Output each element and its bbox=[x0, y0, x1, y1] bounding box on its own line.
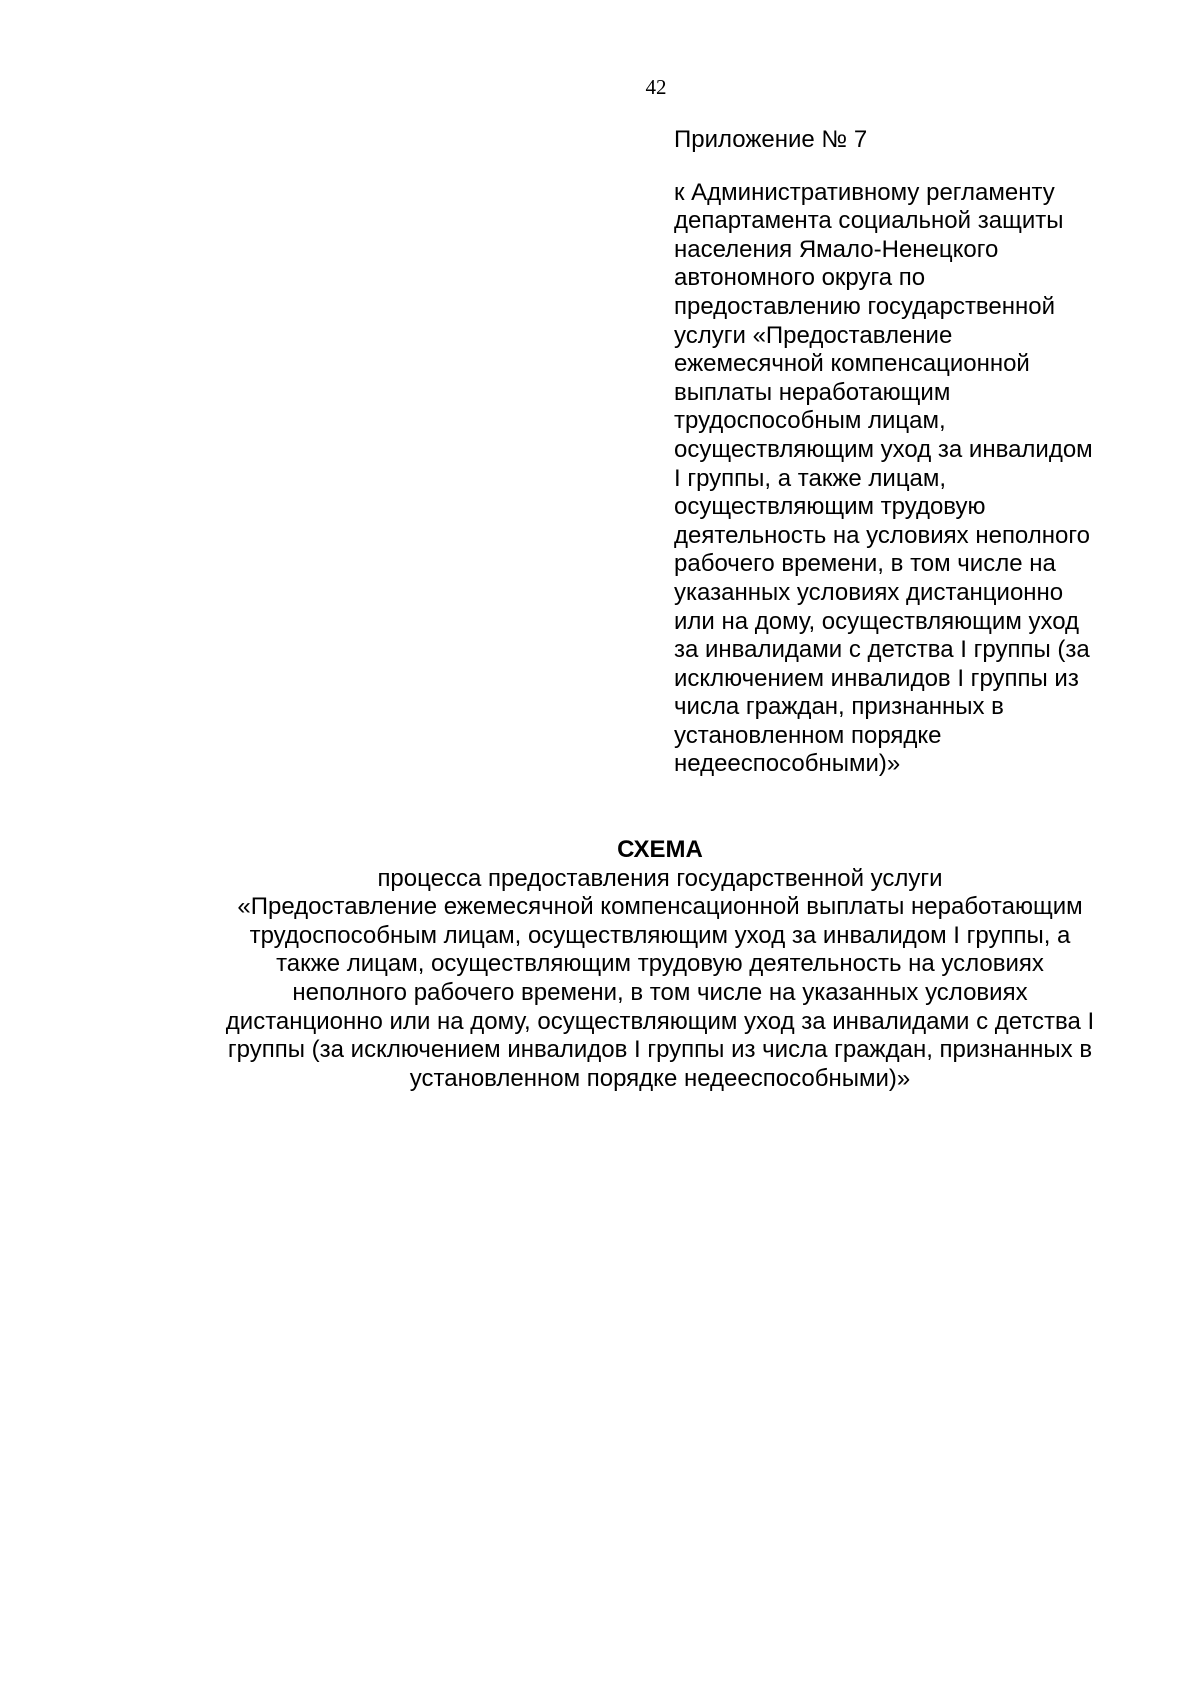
appendix-line: к Административному регламенту bbox=[674, 178, 1055, 206]
appendix-line: деятельность на условиях неполного bbox=[674, 521, 1090, 549]
appendix-line: услуги «Предоставление bbox=[674, 321, 953, 349]
scheme-block bbox=[150, 836, 1170, 1093]
scheme-title-line: установленном порядке недееспособными)» bbox=[409, 1064, 911, 1092]
appendix-line: выплаты неработающим bbox=[674, 378, 951, 406]
appendix-line: I группы, а также лицам, bbox=[674, 464, 947, 492]
appendix-line: рабочего времени, в том числе на bbox=[674, 550, 1056, 578]
appendix-line: департамента социальной защиты bbox=[674, 207, 1064, 235]
appendix-line: или на дому, осуществляющим уход bbox=[674, 607, 1080, 635]
appendix-line: осуществляющим уход за инвалидом bbox=[674, 435, 1093, 463]
scheme-title-line: дистанционно или на дому, осуществляющим уход за инвалидами с детства I bbox=[225, 1007, 1095, 1035]
appendix-line: предоставлению государственной bbox=[674, 292, 1056, 320]
scheme-title-line: группы (за исключением инвалидов I группы из числа граждан, признанных в bbox=[227, 1036, 1093, 1064]
appendix-line: населения Ямало-Ненецкого bbox=[674, 235, 999, 263]
appendix-block bbox=[674, 126, 1144, 779]
appendix-title: Приложение № 7 bbox=[674, 126, 868, 153]
appendix-line: исключением инвалидов I группы из bbox=[674, 664, 1079, 692]
appendix-line: автономного округа по bbox=[674, 264, 926, 292]
appendix-line: недееспособными)» bbox=[674, 750, 901, 778]
scheme-title-line: «Предоставление ежемесячной компенсационной выплаты неработающим bbox=[237, 893, 1083, 921]
scheme-title-line: неполного рабочего времени, в том числе на указанных условиях bbox=[292, 978, 1028, 1006]
appendix-line: числа граждан, признанных в bbox=[674, 693, 1004, 721]
scheme-heading: СХЕМА bbox=[617, 836, 703, 863]
appendix-line: осуществляющим трудовую bbox=[674, 493, 986, 521]
scheme-title-line: процесса предоставления государственной услуги bbox=[377, 864, 943, 892]
appendix-line: установленном порядке bbox=[674, 721, 942, 749]
appendix-description bbox=[674, 179, 1144, 779]
page-number: 42 bbox=[645, 75, 667, 99]
appendix-line: за инвалидами с детства I группы (за bbox=[674, 636, 1090, 664]
appendix-line: трудоспособным лицам, bbox=[674, 407, 946, 435]
appendix-line: указанных условиях дистанционно bbox=[674, 578, 1064, 606]
scheme-title-line: трудоспособным лицам, осуществляющим уход за инвалидом I группы, а bbox=[249, 921, 1071, 949]
appendix-line: ежемесячной компенсационной bbox=[674, 350, 1030, 378]
scheme-title-line: также лицам, осуществляющим трудовую деятельность на условиях bbox=[276, 950, 1044, 978]
